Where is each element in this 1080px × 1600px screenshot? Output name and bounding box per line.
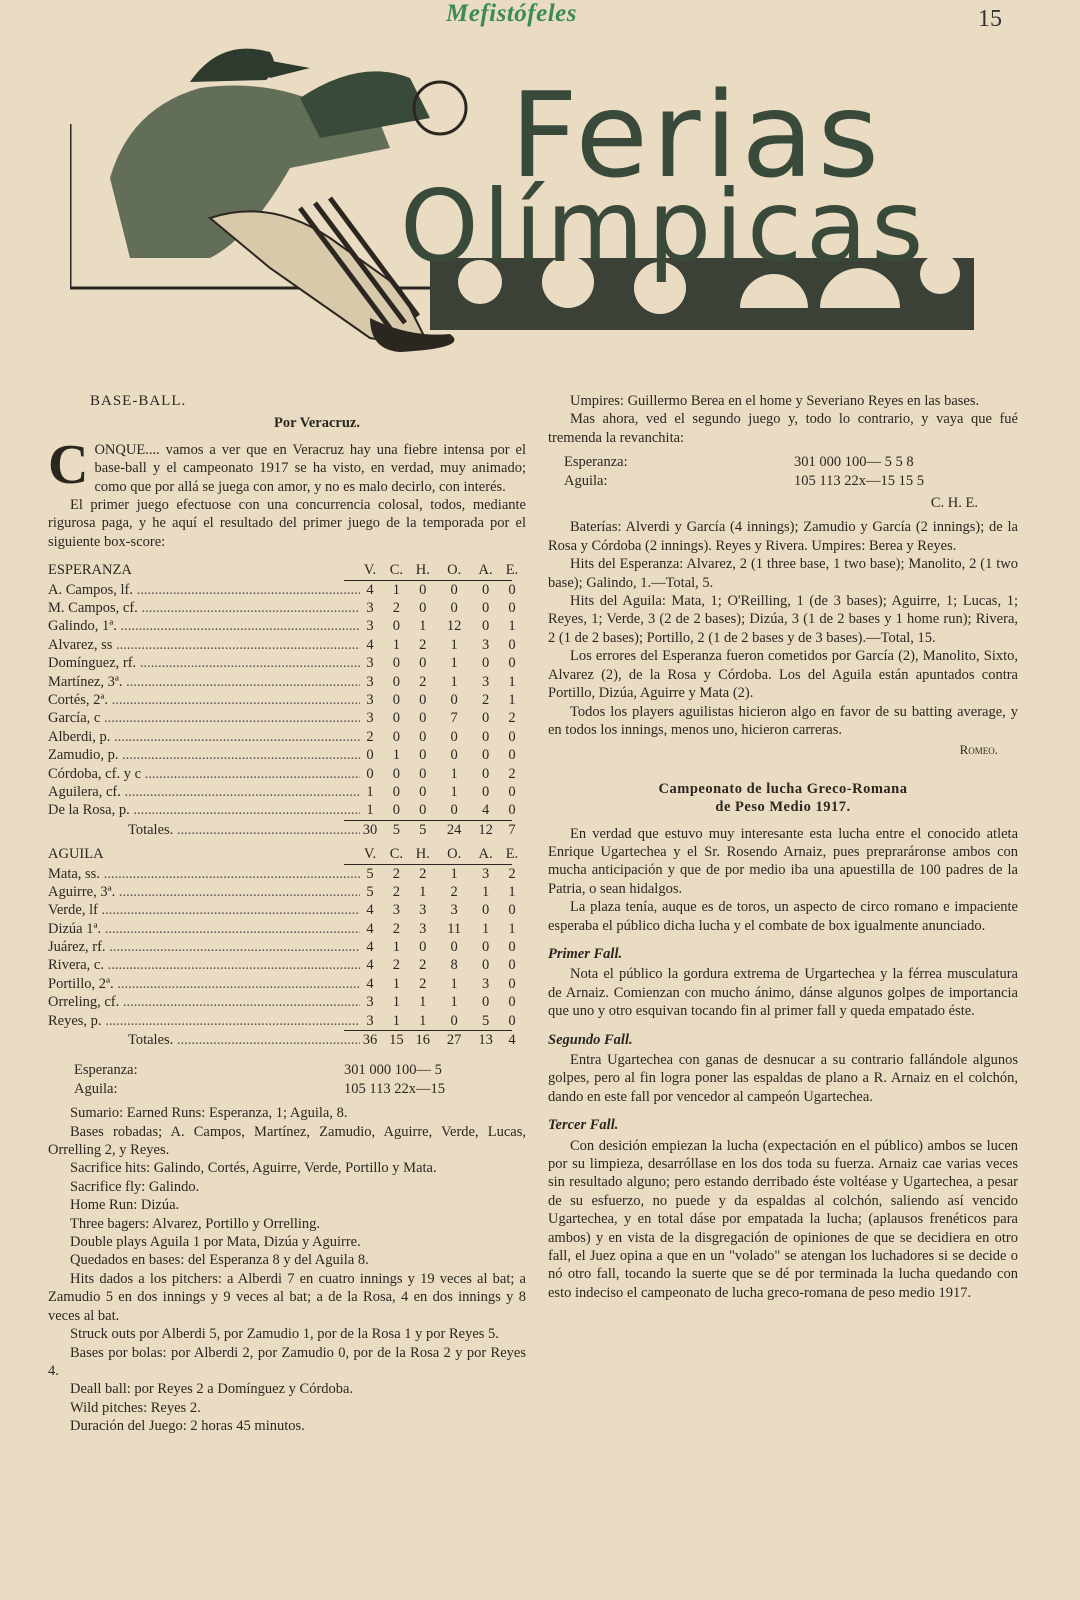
player-row — [48, 617, 526, 635]
player-row — [48, 956, 526, 974]
player-stats: 3 1 1 0 5 0 — [366, 1012, 516, 1029]
player-stats: 0 0 0 1 0 2 — [366, 765, 516, 782]
summary-line: Struck outs por Alberdi 5, por Zamudio 1, por de la Rosa 1 y por Reyes 5. — [70, 1326, 499, 1343]
paragraph: Todos los players aguilistas hicieron algo en favor de su batting average, y en todos los innings, menos uno, hicieron carreras. — [548, 703, 1018, 738]
player-stats: 5 2 1 2 1 1 — [366, 883, 516, 900]
line-score: Esperanza: 301 000 100— 5 Aguila: 105 113 22x—15 — [74, 1062, 445, 1097]
banner-title-line2: Olímpicas — [400, 168, 928, 285]
paragraph: Los errores del Esperanza fueron cometidos por García (2), Manolito, Sixto, Alvarez (2), de la Rosa y Córdoba. Los del Aguila están apuntados contra Portillo, Dizúa, Aguirre y Mata (2). — [548, 648, 1018, 702]
wrestling-title: Campeonato de lucha Greco-Romana de Peso Medio 1917. — [658, 780, 908, 816]
player-stats: 2 0 0 0 0 0 — [366, 728, 516, 745]
player-name: Verde, lf ..... — [48, 901, 360, 919]
paragraph: La plaza tenía, auque es de toros, un aspecto de circo romano e impaciente esperaba el público dicha lucha y el combate de box igualmente anunciado. — [548, 899, 1018, 934]
player-row — [48, 1012, 526, 1030]
player-name: Córdoba, cf. y c ..... — [48, 765, 360, 783]
team-name: AGUILA — [48, 846, 104, 863]
player-name: Aguilera, cf. ..... — [48, 783, 360, 801]
summary-line: Quedados en bases: del Esperanza 8 y del Aguila 8. — [70, 1252, 369, 1269]
player-name: De la Rosa, p. ..... — [48, 801, 360, 819]
player-row — [48, 691, 526, 709]
player-stats: 3 1 1 1 0 0 — [366, 994, 516, 1011]
banner-title-line1: Ferias — [510, 66, 884, 204]
player-row — [48, 654, 526, 672]
player-name: Cortés, 2ª. ..... — [48, 691, 360, 709]
paragraph: En verdad que estuvo muy interesante esta lucha entre el conocido atleta Enrique Ugartechea y el Sr. Rosendo Arnaiz, pues prepraráronse ambos con mucha anticipación y que de por medio iba una apuestilla de 100 padres de la Patria, o sean hidalgos. — [548, 825, 1018, 897]
player-name: Rivera, c. ..... — [48, 956, 360, 974]
summary-line: Hits dados a los pitchers: a Alberdi 7 en cuatro innings y 19 veces al bat; a Zamudio 5 en dos innings y 9 veces al bat; a de la Rosa, 4 en dos innings y 8 veces al bat. — [48, 1270, 526, 1324]
drop-cap: C — [48, 433, 89, 496]
player-row — [48, 783, 526, 801]
summary-line: Sacrifice hits: Galindo, Cortés, Aguirre, Verde, Portillo y Mata. — [70, 1160, 437, 1177]
player-row — [48, 636, 526, 654]
che-legend: C. H. E. — [930, 495, 978, 512]
player-row — [48, 581, 526, 599]
player-stats: 4 1 2 1 3 0 — [366, 975, 516, 992]
player-stats: 3 0 0 7 0 2 — [366, 710, 516, 727]
player-row — [48, 765, 526, 783]
box-score-aguila — [48, 845, 526, 1049]
player-stats: 4 2 3 11 1 1 — [366, 920, 516, 937]
summary-line: Three bagers: Alvarez, Portillo y Orrelling. — [70, 1215, 321, 1232]
summary-line: Sumario: Earned Runs: Esperanza, 1; Aguila, 8. — [70, 1105, 348, 1122]
paragraph: Entra Ugartechea con ganas de desnucar a su contrario fallándole algunos golpes, pero al fin logra poner las espaldas de plano a R. Arnaiz en el colchón, dando en este fall por vencedor al campeón Ugartechea. — [548, 1052, 1018, 1105]
player-stats: 3 2 0 0 0 0 — [366, 600, 516, 617]
player-stats: 4 3 3 3 0 0 — [366, 902, 516, 919]
player-name: Alberdi, p. ..... — [48, 728, 360, 746]
player-stats: 0 1 0 0 0 0 — [366, 747, 516, 764]
player-name: Zamudio, p. ..... — [48, 746, 360, 764]
player-stats: 3 0 2 1 3 1 — [366, 673, 516, 690]
player-row — [48, 883, 526, 901]
player-row — [48, 975, 526, 993]
player-row — [48, 599, 526, 617]
totals-row: Totales. ..... 30 5 5 24 12 7 — [48, 821, 526, 839]
player-row — [48, 901, 526, 919]
fall-heading: Tercer Fall. — [548, 1117, 619, 1134]
byline: Por Veracruz. — [274, 415, 360, 432]
player-name: Alvarez, ss ..... — [48, 636, 360, 654]
player-name: Orreling, cf. ..... — [48, 993, 360, 1011]
paragraph: Baterías: Alverdi y García (4 innings); Zamudio y García (2 innings); de la Rosa y Córdoba (2 innings). Reyes y Rivera. Umpires: Berea y Reyes. — [548, 519, 1018, 554]
summary-line: Bases por bolas: por Alberdi 2, por Zamudio 0, por de la Rosa 2 y por Reyes 4. — [48, 1344, 526, 1379]
paragraph: Nota el público la gordura extrema de Urgartechea y la férrea musculatura de Arnaiz. Comienzan con mucho ánimo, dánse algunos golpes de importancia que uno y otro esquivan tocando fin al primer fall y queda empatado éste. — [548, 966, 1018, 1020]
left-column — [48, 392, 526, 1436]
game-summary — [48, 1104, 526, 1435]
player-stats: 3 0 0 0 2 1 — [366, 691, 516, 708]
box-header — [48, 561, 526, 579]
player-row — [48, 865, 526, 883]
player-name: Martínez, 3ª. ..... — [48, 673, 360, 691]
team-name: ESPERANZA — [48, 562, 132, 579]
summary-line: Wild pitches: Reyes 2. — [70, 1399, 201, 1416]
player-row — [48, 801, 526, 819]
player-name: Aguirre, 3ª. ..... — [48, 883, 360, 901]
player-row — [48, 920, 526, 938]
box-score-esperanza — [48, 561, 526, 839]
player-stats: 4 1 0 0 0 0 — [366, 581, 516, 598]
page-number: 15 — [978, 6, 1002, 32]
player-name: M. Campos, cf. ..... — [48, 599, 360, 617]
paragraph: Con desición empiezan la lucha (expectación en el público) ambos se lucen por su limpieza, desarróllase en los dos toda su fuerza. Arnaiz cae varias veces sin resultado alguno; pero estando derribado éste voltéase y Ugartechea, a pesar de su esfuerzo, no puede y da espaldas al colchón, saliendo así vencido Ugartechea, y en total dáse por empatada la lucha; (aplausos frenéticos para ambos) y en vista de la disgregación de opiniones de que se decidiera en otro fall, el Juez opina a que en un "volado" se atengan los luchadores si se decide o nó otro fall, tocando la suerte que se dé por terminada la lucha quedando con esto indeciso el campeonato de lucha greco-romana de peso medio 1917. — [548, 1137, 1018, 1301]
totals-row: Totales. ..... 36 15 16 27 13 4 — [48, 1031, 526, 1049]
right-column — [548, 392, 1018, 1302]
player-stats: 1 0 0 1 0 0 — [366, 783, 516, 800]
player-name: Galindo, 1ª. ..... — [48, 617, 360, 635]
summary-line: Bases robadas; A. Campos, Martínez, Zamudio, Aguirre, Verde, Lucas, Orrelling 2, y Reyes. — [48, 1123, 526, 1159]
paragraph: Umpires: Guillermo Berea en el home y Severiano Reyes en las bases. — [570, 393, 980, 409]
box-header — [48, 845, 526, 863]
summary-line: Sacrifice fly: Galindo. — [70, 1178, 200, 1195]
player-row — [48, 673, 526, 691]
paragraph: Hits del Aguila: Mata, 1; O'Reilling, 1 (de 3 bases); Aguirre, 1; Lucas, 1; Reyes, 1; Verde, 3 (2 de 2 bases); Dizúa, 3 (1 de 2 bases y 1 home run); Rivera, 2 (1 de 2 bases); Portillo, 2 (1 de 2 bases y de 3 bases).—Total, 15. — [548, 593, 1018, 646]
player-name: Mata, ss. ..... — [48, 865, 360, 883]
banner-illustration — [70, 38, 990, 368]
summary-line: Home Run: Dizúa. — [70, 1197, 180, 1214]
paragraph: Mas ahora, ved el segundo juego y, todo lo contrario, y vaya que fué tremenda la revanchita: — [548, 411, 1018, 446]
player-stats: 4 1 2 1 3 0 — [366, 636, 516, 653]
intro-paragraph: CONQUE.... vamos a ver que en Veracruz hay una fiebre intensa por el base-ball y el campeonato 1917 se ha visto, en verdad, muy animado; como que por allá se juega con amor, y no es malo decirlo, con interés. — [48, 433, 526, 496]
player-stats: 3 0 1 12 0 1 — [366, 618, 516, 635]
player-name: Dizúa 1ª. ..... — [48, 920, 360, 938]
column-headers: V. C. H. O. A. E. — [363, 846, 519, 863]
summary-line: Double plays Aguila 1 por Mata, Dizúa y Aguirre. — [70, 1234, 361, 1251]
line-score-game2: Esperanza: 301 000 100— 5 5 8 Aguila: 105 113 22x—15 15 5 — [564, 454, 924, 489]
summary-line: Deall ball: por Reyes 2 a Domínguez y Córdoba. — [70, 1381, 354, 1398]
player-row — [48, 728, 526, 746]
player-stats: 4 2 2 8 0 0 — [366, 957, 516, 974]
player-name: Domínguez, rf. ..... — [48, 654, 360, 672]
fall-heading: Primer Fall. — [548, 945, 623, 962]
player-name: Portillo, 2ª. ..... — [48, 975, 360, 993]
player-name: Juárez, rf. ..... — [48, 938, 360, 956]
player-stats: 5 2 2 1 3 2 — [366, 865, 516, 882]
player-stats: 4 1 0 0 0 0 — [366, 939, 516, 956]
section-title: BASE-BALL. — [90, 393, 187, 409]
paragraph: Hits del Esperanza: Alvarez, 2 (1 three base, 1 two base); Manolito, 2 (1 two base); Galindo, 1.—Total, 5. — [548, 556, 1018, 591]
masthead: Mefistófeles — [446, 0, 577, 27]
player-row — [48, 746, 526, 764]
player-row — [48, 993, 526, 1011]
player-row — [48, 938, 526, 956]
intro-paragraph-2: El primer juego efectuose con una concurrencia colosal, todos, mediante rigurosa paga, y he aquí el resultado del primer juego de la temporada por el siguiente box-score: — [48, 497, 526, 550]
player-name: Reyes, p. ..... — [48, 1012, 360, 1030]
player-name: A. Campos, lf. ..... — [48, 581, 360, 599]
player-row — [48, 709, 526, 727]
player-stats: 3 0 0 1 0 0 — [366, 655, 516, 672]
summary-line: Duración del Juego: 2 horas 45 minutos. — [70, 1418, 305, 1435]
player-name: García, c ..... — [48, 709, 360, 727]
fall-heading: Segundo Fall. — [548, 1031, 633, 1048]
column-headers: V. C. H. O. A. E. — [363, 562, 519, 579]
player-stats: 1 0 0 0 4 0 — [366, 802, 516, 819]
author-signature: Romeo. — [959, 742, 998, 758]
